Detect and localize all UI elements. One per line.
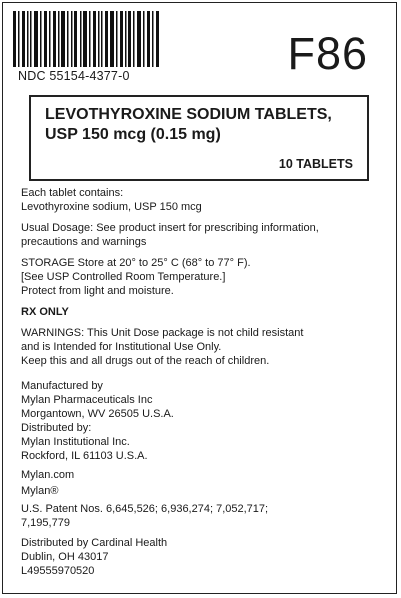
cardinal-line-1: Distributed by Cardinal Health <box>21 537 168 549</box>
dosage-line-1: Usual Dosage: See product insert for prescribing information, <box>21 222 319 234</box>
distributor-line-2: Mylan Institutional Inc. <box>21 436 130 448</box>
manufacturer-line-3: Morgantown, WV 26505 U.S.A. <box>21 408 174 420</box>
patents-line-2: 7,195,779 <box>21 517 70 529</box>
product-code: F86 <box>287 28 368 79</box>
distributor-line-1: Distributed by: <box>21 422 92 434</box>
barcode <box>13 11 159 67</box>
manufacturer-line-1: Manufactured by <box>21 380 103 392</box>
cardinal-line-2: Dublin, OH 43017 <box>21 551 109 563</box>
storage-line-2: [See USP Controlled Room Temperature.] <box>21 271 226 283</box>
patents-line-1: U.S. Patent Nos. 6,645,526; 6,936,274; 7,052,717; <box>21 503 269 515</box>
product-box <box>29 95 369 181</box>
warnings-line-2: and is Intended for Institutional Use Only. <box>21 341 222 353</box>
tablet-count: 10 TABLETS <box>278 157 353 171</box>
distributor-line-3: Rockford, IL 61103 U.S.A. <box>21 450 148 462</box>
warnings-line-3: Keep this and all drugs out of the reach of children. <box>21 355 270 367</box>
warnings-line-1: WARNINGS: This Unit Dose package is not child resistant <box>21 327 304 339</box>
product-name-line: LEVOTHYROXINE SODIUM TABLETS, <box>45 106 332 123</box>
contents-line-2: Levothyroxine sodium, USP 150 mcg <box>21 201 202 213</box>
cardinal-line-3: L49555970520 <box>21 565 95 577</box>
ndc-number: NDC 55154-4377-0 <box>18 69 130 83</box>
storage-line-1: STORAGE Store at 20° to 25° C (68° to 77° F). <box>21 257 251 269</box>
product-strength-line: USP 150 mcg (0.15 mg) <box>45 126 221 143</box>
rx-only: RX ONLY <box>21 306 69 318</box>
dosage-line-2: precautions and warnings <box>21 236 147 248</box>
manufacturer-line-2: Mylan Pharmaceuticals Inc <box>21 394 153 406</box>
website: Mylan.com <box>21 469 75 481</box>
product-name <box>45 105 332 145</box>
contents-line-1: Each tablet contains: <box>21 187 124 199</box>
brand: Mylan® <box>21 485 59 497</box>
drug-label <box>2 2 397 594</box>
storage-line-3: Protect from light and moisture. <box>21 285 174 297</box>
